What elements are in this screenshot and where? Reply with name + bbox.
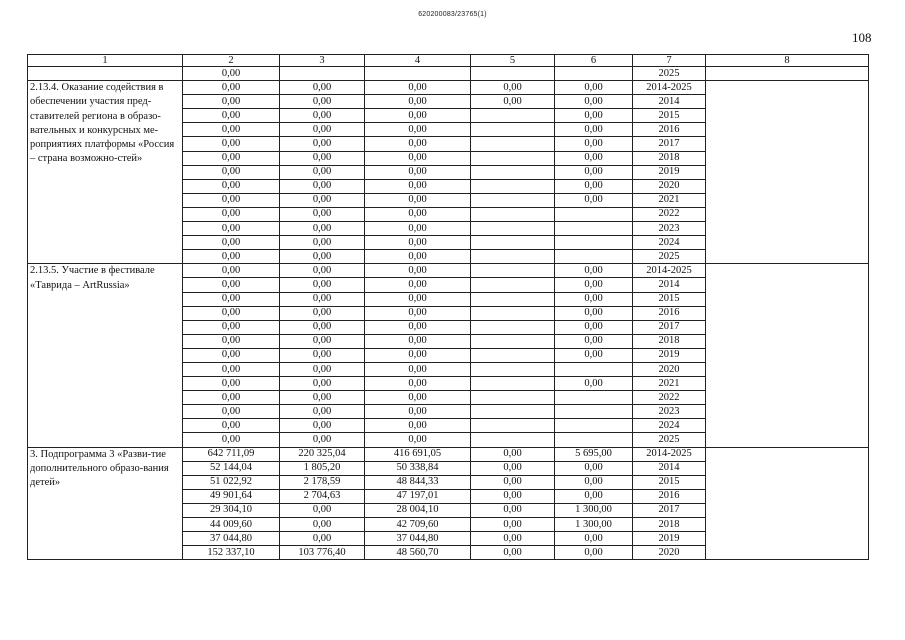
cell-col-5: 0,00 [471, 475, 555, 489]
cell-col-7: 2014 [633, 461, 706, 475]
cell-col-7: 2023 [633, 405, 706, 419]
cell-col-7: 2022 [633, 207, 706, 221]
cell-col-2: 0,00 [183, 306, 280, 320]
cell-col-5: 0,00 [471, 546, 555, 560]
cell-col-5: 0,00 [471, 81, 555, 95]
cell-col-6: 0,00 [555, 475, 633, 489]
cell-col-5: 0,00 [471, 518, 555, 532]
cell-col-4: 0,00 [365, 391, 471, 405]
cell-col-2: 152 337,10 [183, 546, 280, 560]
cell-col-2: 0,00 [183, 250, 280, 264]
column-header-5: 5 [471, 55, 555, 67]
cell-col-5 [471, 264, 555, 278]
cell-col-4: 0,00 [365, 320, 471, 334]
cell-col-6: 0,00 [555, 278, 633, 292]
cell-col-5 [471, 377, 555, 391]
cell-col-5: 0,00 [471, 461, 555, 475]
column-header-6: 6 [555, 55, 633, 67]
cell-col-3: 0,00 [280, 264, 365, 278]
cell-col-7: 2014-2025 [633, 264, 706, 278]
cell-col-7: 2017 [633, 320, 706, 334]
cell-col-3: 0,00 [280, 292, 365, 306]
cell-col-6 [555, 391, 633, 405]
cell-col-2: 0,00 [183, 264, 280, 278]
cell-col-5 [471, 292, 555, 306]
cell-col-4: 0,00 [365, 362, 471, 376]
cell-col-6 [555, 433, 633, 447]
cell-col-7: 2016 [633, 306, 706, 320]
cell-col-7: 2018 [633, 334, 706, 348]
cell-col-6 [555, 405, 633, 419]
cell-col-7: 2014 [633, 278, 706, 292]
cell-col-6: 0,00 [555, 306, 633, 320]
cell-col-4: 0,00 [365, 250, 471, 264]
cell-col-7: 2019 [633, 165, 706, 179]
cell-col-3: 0,00 [280, 207, 365, 221]
cell-col-2: 0,00 [183, 236, 280, 250]
cell-col-3: 1 805,20 [280, 461, 365, 475]
cell-col-2: 0,00 [183, 433, 280, 447]
cell-col-3: 0,00 [280, 81, 365, 95]
cell-col-2: 0,00 [183, 95, 280, 109]
cell-col-4: 0,00 [365, 222, 471, 236]
cell-col-7: 2021 [633, 377, 706, 391]
cell-col-6: 0,00 [555, 151, 633, 165]
cell-col-4: 0,00 [365, 433, 471, 447]
cell-col-7: 2020 [633, 546, 706, 560]
cell-col-4: 0,00 [365, 109, 471, 123]
cell-col-5: 0,00 [471, 503, 555, 517]
cell-col-7: 2019 [633, 532, 706, 546]
cell-col-5 [471, 362, 555, 376]
cell-col-5 [471, 165, 555, 179]
cell-col-6: 1 300,00 [555, 503, 633, 517]
column-header-8: 8 [706, 55, 869, 67]
cell-col-4: 0,00 [365, 207, 471, 221]
cell-col-2: 0,00 [183, 362, 280, 376]
cell-col-6: 0,00 [555, 532, 633, 546]
cell-col-5 [471, 348, 555, 362]
table-row [28, 67, 869, 81]
cell-col-6: 0,00 [555, 264, 633, 278]
cell-col-4: 0,00 [365, 151, 471, 165]
cell-col-4 [365, 67, 471, 81]
cell-col-6: 0,00 [555, 334, 633, 348]
cell-col-3: 0,00 [280, 419, 365, 433]
cell-col-2: 49 901,64 [183, 489, 280, 503]
cell-col-3: 0,00 [280, 405, 365, 419]
budget-table [27, 54, 869, 560]
cell-col-4: 48 844,33 [365, 475, 471, 489]
cell-col-3: 0,00 [280, 137, 365, 151]
cell-col-3: 0,00 [280, 222, 365, 236]
cell-col-4: 0,00 [365, 137, 471, 151]
cell-col-3 [280, 67, 365, 81]
cell-col-7: 2020 [633, 179, 706, 193]
cell-col-6: 0,00 [555, 377, 633, 391]
cell-col-7: 2019 [633, 348, 706, 362]
cell-col-3: 0,00 [280, 109, 365, 123]
cell-col-2: 37 044,80 [183, 532, 280, 546]
cell-col-5 [471, 207, 555, 221]
cell-col-4: 37 044,80 [365, 532, 471, 546]
cell-col-6: 0,00 [555, 546, 633, 560]
cell-col-4: 0,00 [365, 348, 471, 362]
cell-col-5 [471, 236, 555, 250]
cell-col-3: 0,00 [280, 348, 365, 362]
cell-col-4: 0,00 [365, 81, 471, 95]
cell-col-3: 103 776,40 [280, 546, 365, 560]
cell-col-3: 0,00 [280, 193, 365, 207]
cell-col-7: 2016 [633, 123, 706, 137]
cell-col-3: 0,00 [280, 250, 365, 264]
cell-col-4: 0,00 [365, 419, 471, 433]
cell-col-2: 0,00 [183, 165, 280, 179]
cell-col-4: 0,00 [365, 165, 471, 179]
cell-col-6 [555, 67, 633, 81]
cell-col-7: 2025 [633, 67, 706, 81]
cell-col-5 [471, 334, 555, 348]
cell-col-5 [471, 419, 555, 433]
cell-col-6 [555, 250, 633, 264]
cell-col-2: 44 009,60 [183, 518, 280, 532]
table-row [28, 81, 869, 95]
cell-col-2: 642 711,09 [183, 447, 280, 461]
cell-col-2: 0,00 [183, 109, 280, 123]
cell-col-4: 0,00 [365, 292, 471, 306]
cell-col-5 [471, 320, 555, 334]
cell-col-3: 0,00 [280, 123, 365, 137]
cell-col-7: 2025 [633, 433, 706, 447]
cell-col-3: 220 325,04 [280, 447, 365, 461]
cell-col-6: 0,00 [555, 179, 633, 193]
cell-col-3: 0,00 [280, 179, 365, 193]
section-name: 2.13.5. Участие в фестивале «Таврида – ArtRussia» [28, 264, 183, 447]
column-header-7: 7 [633, 55, 706, 67]
cell-col-2: 0,00 [183, 207, 280, 221]
cell-col-6: 0,00 [555, 193, 633, 207]
cell-col-4: 42 709,60 [365, 518, 471, 532]
cell-col-2: 0,00 [183, 278, 280, 292]
cell-col-7: 2014-2025 [633, 81, 706, 95]
cell-col-2: 0,00 [183, 292, 280, 306]
cell-col-7: 2015 [633, 292, 706, 306]
column-header-1: 1 [28, 55, 183, 67]
cell-col-6: 0,00 [555, 348, 633, 362]
cell-col-6: 0,00 [555, 461, 633, 475]
cell-col-4: 0,00 [365, 123, 471, 137]
cell-col-2: 0,00 [183, 334, 280, 348]
cell-col-7: 2025 [633, 250, 706, 264]
cell-col-7: 2017 [633, 137, 706, 151]
cell-col-4: 48 560,70 [365, 546, 471, 560]
cell-col-6 [555, 207, 633, 221]
cell-col-5 [471, 179, 555, 193]
cell-col-4: 0,00 [365, 179, 471, 193]
cell-col-4: 28 004,10 [365, 503, 471, 517]
cell-col-2: 0,00 [183, 123, 280, 137]
cell-col-2: 29 304,10 [183, 503, 280, 517]
cell-col-2: 51 022,92 [183, 475, 280, 489]
cell-col-7: 2020 [633, 362, 706, 376]
cell-col-2: 0,00 [183, 81, 280, 95]
row-name-cell [28, 67, 183, 81]
cell-col-7: 2016 [633, 489, 706, 503]
cell-col-5 [471, 123, 555, 137]
cell-col-8 [706, 67, 869, 81]
cell-col-4: 0,00 [365, 377, 471, 391]
cell-col-2: 0,00 [183, 391, 280, 405]
cell-col-6: 0,00 [555, 165, 633, 179]
cell-col-5 [471, 405, 555, 419]
cell-col-3: 0,00 [280, 377, 365, 391]
cell-col-4: 47 197,01 [365, 489, 471, 503]
cell-col-4: 0,00 [365, 236, 471, 250]
cell-col-2: 0,00 [183, 377, 280, 391]
cell-col-3: 0,00 [280, 306, 365, 320]
cell-col-6: 0,00 [555, 95, 633, 109]
cell-col-5: 0,00 [471, 95, 555, 109]
cell-col-4: 0,00 [365, 334, 471, 348]
cell-col-3: 0,00 [280, 151, 365, 165]
cell-col-5 [471, 222, 555, 236]
cell-col-3: 0,00 [280, 320, 365, 334]
cell-col-7: 2018 [633, 151, 706, 165]
table-row [28, 264, 869, 278]
cell-col-6: 0,00 [555, 123, 633, 137]
cell-col-2: 0,00 [183, 222, 280, 236]
cell-col-5 [471, 250, 555, 264]
cell-col-4: 0,00 [365, 405, 471, 419]
cell-col-6 [555, 419, 633, 433]
column-header-2: 2 [183, 55, 280, 67]
cell-col-2: 0,00 [183, 67, 280, 81]
cell-col-2: 0,00 [183, 348, 280, 362]
cell-col-6 [555, 362, 633, 376]
cell-col-7: 2023 [633, 222, 706, 236]
cell-col-4: 0,00 [365, 306, 471, 320]
cell-col-5 [471, 391, 555, 405]
cell-col-3: 2 178,59 [280, 475, 365, 489]
cell-col-7: 2014-2025 [633, 447, 706, 461]
cell-col-3: 0,00 [280, 334, 365, 348]
cell-col-5 [471, 151, 555, 165]
cell-col-4: 0,00 [365, 193, 471, 207]
cell-col-5: 0,00 [471, 447, 555, 461]
section-name: 2.13.4. Оказание содействия в обеспечении участия пред-ставителей региона в образо-вательных и конкурсных ме-роприятиях платформы «Россия – страна возможно-стей» [28, 81, 183, 264]
cell-col-5 [471, 109, 555, 123]
cell-col-5 [471, 67, 555, 81]
cell-col-5 [471, 306, 555, 320]
cell-col-3: 0,00 [280, 503, 365, 517]
column-header-4: 4 [365, 55, 471, 67]
cell-col-4: 416 691,05 [365, 447, 471, 461]
cell-col-6: 0,00 [555, 489, 633, 503]
cell-col-4: 0,00 [365, 278, 471, 292]
cell-col-6: 1 300,00 [555, 518, 633, 532]
header-row [28, 55, 869, 67]
cell-col-7: 2022 [633, 391, 706, 405]
cell-col-2: 0,00 [183, 193, 280, 207]
cell-col-5 [471, 193, 555, 207]
cell-col-5: 0,00 [471, 489, 555, 503]
section-name: 3. Подпрограмма 3 «Разви-тие дополнительного образо-вания детей» [28, 447, 183, 560]
cell-col-3: 0,00 [280, 95, 365, 109]
cell-col-2: 0,00 [183, 137, 280, 151]
cell-col-7: 2017 [633, 503, 706, 517]
cell-col-6 [555, 236, 633, 250]
cell-col-4: 0,00 [365, 264, 471, 278]
cell-col-5: 0,00 [471, 532, 555, 546]
cell-col-7: 2014 [633, 95, 706, 109]
cell-col-5 [471, 433, 555, 447]
cell-col-2: 0,00 [183, 179, 280, 193]
cell-col-7: 2024 [633, 236, 706, 250]
cell-col-7: 2015 [633, 109, 706, 123]
page-number: 108 [852, 30, 872, 45]
cell-col-2: 0,00 [183, 320, 280, 334]
cell-col-7: 2015 [633, 475, 706, 489]
cell-col-6: 5 695,00 [555, 447, 633, 461]
cell-col-2: 0,00 [183, 151, 280, 165]
cell-col-3: 0,00 [280, 518, 365, 532]
cell-col-7: 2021 [633, 193, 706, 207]
cell-col-3: 0,00 [280, 236, 365, 250]
cell-col-8 [706, 81, 869, 264]
cell-col-3: 2 704,63 [280, 489, 365, 503]
cell-col-4: 0,00 [365, 95, 471, 109]
cell-col-4: 50 338,84 [365, 461, 471, 475]
document-id: 620200083/23765(1) [418, 11, 487, 18]
cell-col-6: 0,00 [555, 320, 633, 334]
cell-col-2: 0,00 [183, 419, 280, 433]
cell-col-6: 0,00 [555, 137, 633, 151]
cell-col-2: 52 144,04 [183, 461, 280, 475]
table-row [28, 447, 869, 461]
cell-col-3: 0,00 [280, 278, 365, 292]
cell-col-3: 0,00 [280, 532, 365, 546]
cell-col-3: 0,00 [280, 362, 365, 376]
cell-col-5 [471, 278, 555, 292]
cell-col-2: 0,00 [183, 405, 280, 419]
cell-col-3: 0,00 [280, 433, 365, 447]
cell-col-6: 0,00 [555, 81, 633, 95]
cell-col-5 [471, 137, 555, 151]
cell-col-7: 2018 [633, 518, 706, 532]
cell-col-3: 0,00 [280, 391, 365, 405]
cell-col-3: 0,00 [280, 165, 365, 179]
column-header-3: 3 [280, 55, 365, 67]
cell-col-8 [706, 447, 869, 560]
cell-col-6: 0,00 [555, 109, 633, 123]
cell-col-8 [706, 264, 869, 447]
cell-col-7: 2024 [633, 419, 706, 433]
cell-col-6 [555, 222, 633, 236]
cell-col-6: 0,00 [555, 292, 633, 306]
